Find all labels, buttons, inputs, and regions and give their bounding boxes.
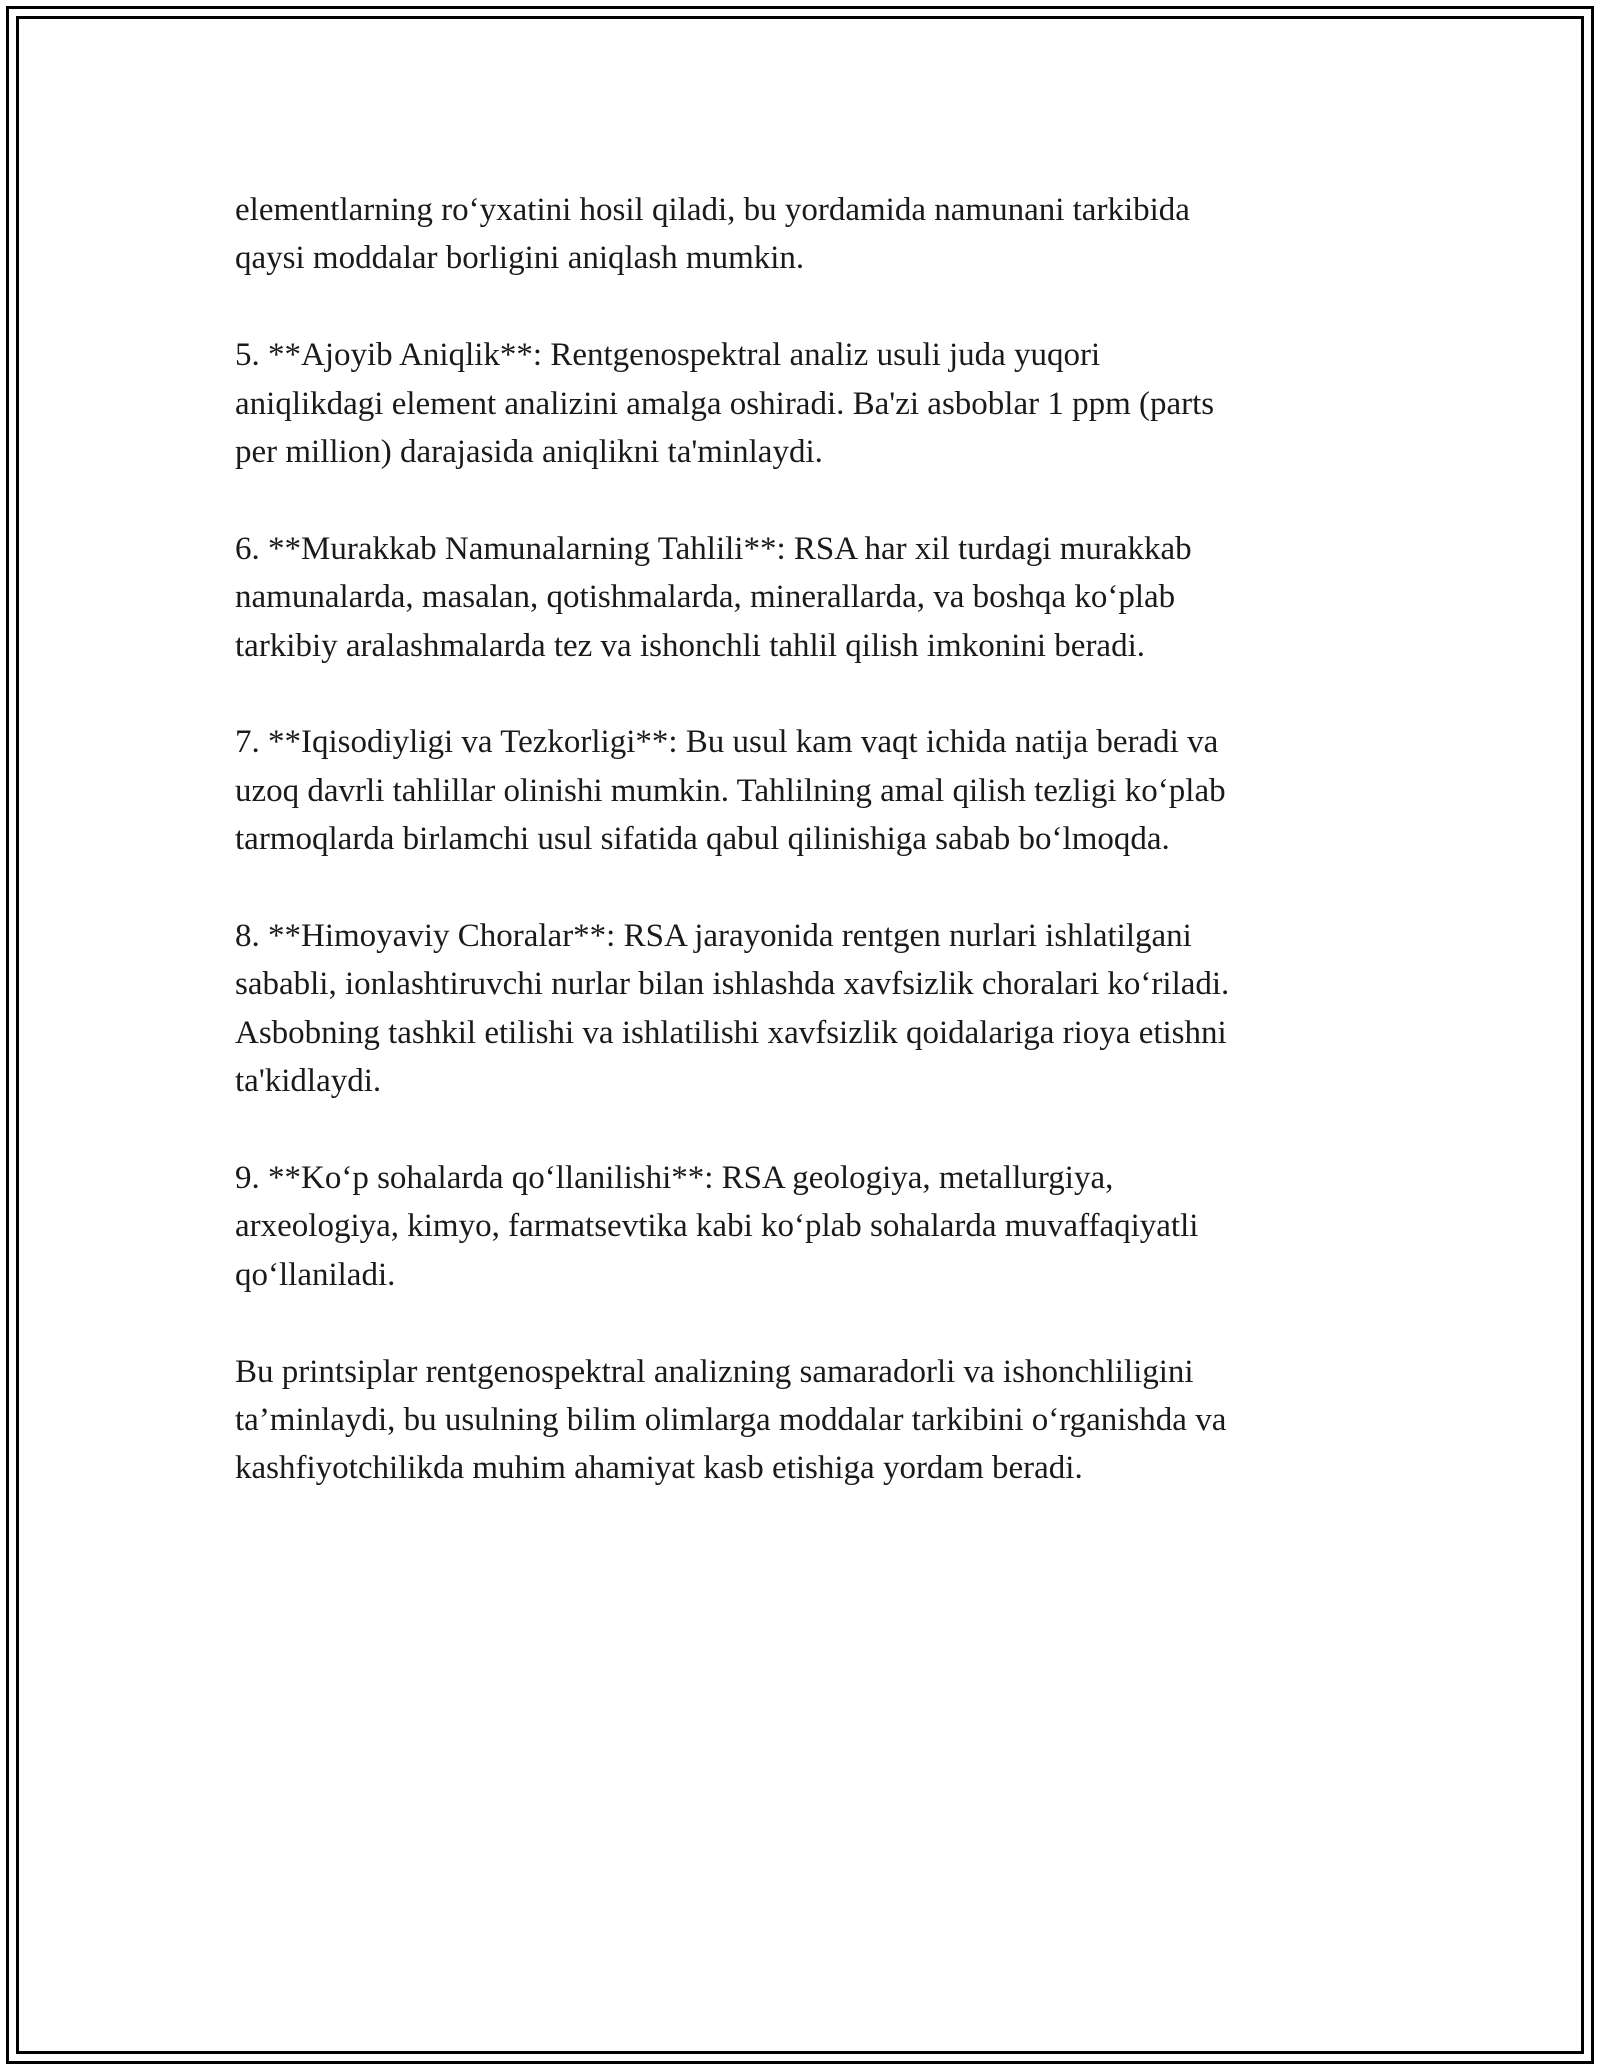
paragraph-intro-continuation: elementlarning ro‘yxatini hosil qiladi, bu yordamida namunani tarkibida qaysi moddalar borligini aniqlash mumkin. xyxy=(235,192,1190,277)
paragraph-item-7: 7. **Iqisodiyligi va Tezkorligi**: Bu usul kam vaqt ichida natija beradi va uzoq davrli tahlillar olinishi mumkin. Tahlilning amal qilish tezligi ko‘plab tarmoqlarda birlamchi usul sifatida qabul qilinishiga sabab bo‘lmoqda. xyxy=(235,724,1226,858)
paragraph-conclusion: Bu printsiplar rentgenospektral analizning samaradorli va ishonchliligini ta’minlaydi, bu usulning bilim olimlarga moddalar tarkibini o‘rganishda va kashfiyotchilikda muhim ahamiyat kasb etishiga yordam beradi. xyxy=(235,1353,1227,1487)
document-body xyxy=(235,186,1365,1541)
paragraph-item-9: 9. **Ko‘p sohalarda qo‘llanilishi**: RSA geologiya, metallurgiya, arxeologiya, kimyo, farmatsevtika kabi ko‘plab sohalarda muvaffaqiyatli qo‘llaniladi. xyxy=(235,1160,1199,1293)
paragraph-item-8: 8. **Himoyaviy Choralar**: RSA jarayonida rentgen nurlari ishlatilgani sababli, ionlashtiruvchi nurlar bilan ishlashda xavfsizlik choralari ko‘riladi. Asbobning tashkil etilishi va ishlatilishi xavfsizlik qoidalariga rioya etishni ta'kidlaydi. xyxy=(235,918,1230,1100)
paragraph-item-6: 6. **Murakkab Namunalarning Tahlili**: RSA har xil turdagi murakkab namunalarda, masalan, qotishmalarda, minerallarda, va boshqa ko‘plab tarkibiy aralashmalarda tez va ishonchli tahlil qilish imkonini beradi. xyxy=(235,530,1192,664)
paragraph-item-5: 5. **Ajoyib Aniqlik**: Rentgenospektral analiz usuli juda yuqori aniqlikdagi element analizini amalga oshiradi. Ba'zi asboblar 1 ppm (parts per million) darajasida aniqlikni ta'minlaydi. xyxy=(235,337,1215,471)
